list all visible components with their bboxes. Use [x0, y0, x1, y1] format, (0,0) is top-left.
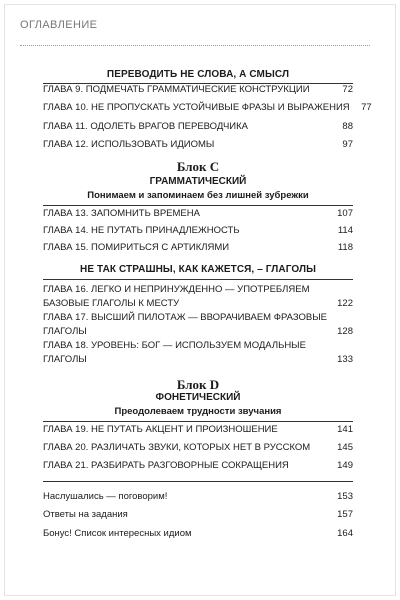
toc-entry-page: 149 [337, 460, 353, 471]
toc-entry-ch20[interactable] [43, 441, 353, 455]
block-c-title: Блок C [176, 159, 220, 174]
toc-entry-title: ГЛАВА 18. УРОВЕНЬ: БОГ — ИСПОЛЬЗУЕМ МОДАЛЬНЫЕ ГЛАГОЛЫ [43, 340, 306, 365]
toc-entry-page: 128 [337, 326, 353, 337]
toc-entry-ch10[interactable] [43, 101, 372, 115]
toc-entry-ch11[interactable] [43, 120, 353, 134]
toc-entry-page: 88 [342, 121, 353, 132]
section-heading-translation: ПЕРЕВОДИТЬ НЕ СЛОВА, А СМЫСЛ [106, 69, 290, 80]
toc-entry-title: ГЛАВА 10. НЕ ПРОПУСКАТЬ УСТОЙЧИВЫЕ ФРАЗЫ И ВЫРАЖЕНИЯ [43, 102, 350, 113]
toc-entry-ch16[interactable] [43, 283, 353, 311]
toc-entry-title: ГЛАВА 17. ВЫСШИЙ ПИЛОТАЖ — ВВОРАЧИВАЕМ ФРАЗОВЫЕ ГЛАГОЛЫ [43, 312, 327, 337]
toc-entry-ch12[interactable] [43, 138, 353, 152]
toc-entry-ch18[interactable] [43, 339, 353, 367]
toc-entry-ch9[interactable] [43, 83, 353, 97]
toc-entry-page: 164 [337, 528, 353, 539]
toc-entry-ch17[interactable] [43, 311, 353, 339]
toc-entry-title: ГЛАВА 21. РАЗБИРАТЬ РАЗГОВОРНЫЕ СОКРАЩЕНИЯ [43, 460, 289, 471]
toc-entry-ch13[interactable] [43, 207, 353, 221]
toc-entry-title: ГЛАВА 20. РАЗЛИЧАТЬ ЗВУКИ, КОТОРЫХ НЕТ В РУССКОМ [43, 442, 311, 453]
toc-entry-title: ГЛАВА 9. ПОДМЕЧАТЬ ГРАММАТИЧЕСКИЕ КОНСТРУКЦИИ [43, 84, 310, 95]
block-d-subtitle: ФОНЕТИЧЕСКИЙ [155, 392, 241, 403]
toc-entry-title: ГЛАВА 13. ЗАПОМНИТЬ ВРЕМЕНА [43, 208, 200, 219]
block-c-subtitle: ГРАММАТИЧЕСКИЙ [149, 176, 247, 187]
toc-entry-page: 114 [337, 225, 353, 236]
toc-entry-ch21[interactable] [43, 459, 353, 473]
toc-entry-bonus-idioms[interactable] [43, 527, 353, 541]
toc-entry-title: ГЛАВА 16. ЛЕГКО И НЕПРИНУЖДЕННО — УПОТРЕБЛЯЕМ БАЗОВЫЕ ГЛАГОЛЫ К МЕСТУ [43, 284, 310, 309]
toc-entry-title: ГЛАВА 14. НЕ ПУТАТЬ ПРИНАДЛЕЖНОСТЬ [43, 225, 240, 236]
toc-entry-page: 133 [337, 354, 353, 365]
header-dotted-rule [20, 45, 370, 46]
section-heading-verbs: НЕ ТАК СТРАШНЫ, КАК КАЖЕТСЯ, – ГЛАГОЛЫ [80, 264, 316, 275]
toc-entry-listen-speak[interactable] [43, 490, 353, 504]
block-c-description: Понимаем и запоминаем без лишней зубрежки [87, 190, 309, 201]
toc-entry-title: ГЛАВА 19. НЕ ПУТАТЬ АКЦЕНТ И ПРОИЗНОШЕНИЕ [43, 424, 278, 435]
block-rule [43, 421, 353, 422]
toc-entry-page: 72 [342, 84, 353, 95]
toc-entry-page: 107 [337, 208, 353, 219]
toc-entry-page: 97 [342, 139, 353, 150]
toc-entry-title: ГЛАВА 15. ПОМИРИТЬСЯ С АРТИКЛЯМИ [43, 242, 230, 253]
toc-entry-title: Бонус! Список интересных идиом [43, 528, 192, 539]
toc-entry-ch19[interactable] [43, 423, 353, 437]
toc-entry-title: Ответы на задания [43, 509, 128, 520]
toc-entry-ch14[interactable] [43, 224, 353, 238]
section-rule [43, 279, 353, 280]
block-rule [43, 205, 353, 206]
toc-entry-page: 118 [337, 242, 353, 253]
toc-entry-page: 122 [337, 298, 353, 309]
toc-entry-page: 77 [361, 102, 372, 113]
toc-entry-answers[interactable] [43, 508, 353, 522]
toc-entry-page: 145 [337, 442, 353, 453]
toc-entry-page: 157 [337, 509, 353, 520]
block-d-description: Преодолеваем трудности звучания [114, 406, 282, 417]
extras-rule [43, 481, 353, 482]
toc-entry-title: Наслушались — поговорим! [43, 491, 168, 502]
toc-entry-title: ГЛАВА 12. ИСПОЛЬЗОВАТЬ ИДИОМЫ [43, 139, 215, 150]
toc-entry-ch15[interactable] [43, 241, 353, 255]
running-head: ОГЛАВЛЕНИЕ [20, 19, 98, 31]
toc-entry-title: ГЛАВА 11. ОДОЛЕТЬ ВРАГОВ ПЕРЕВОДЧИКА [43, 121, 248, 132]
block-d-title: Блок D [176, 377, 220, 392]
toc-entry-page: 153 [337, 491, 353, 502]
toc-entry-page: 141 [337, 424, 353, 435]
